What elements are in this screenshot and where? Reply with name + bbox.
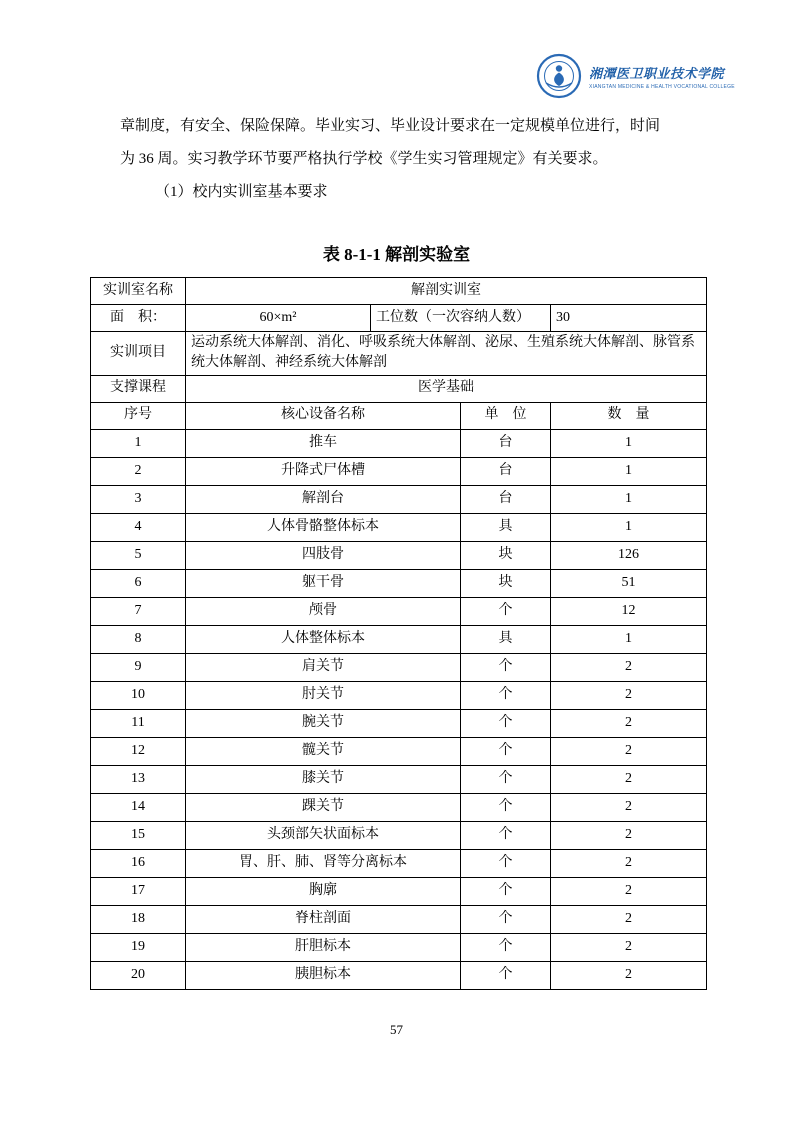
equipment-rows [91,429,707,989]
equipment-row [91,457,707,485]
serial-number-cell: 17 [91,877,186,905]
unit-cell: 个 [461,849,551,877]
quantity-cell: 2 [551,849,707,877]
serial-number-cell: 11 [91,709,186,737]
equipment-row [91,485,707,513]
equipment-row [91,905,707,933]
equipment-name-cell: 颅骨 [186,597,461,625]
quantity-cell: 1 [551,485,707,513]
unit-cell: 个 [461,793,551,821]
college-name-cn: 湘潭医卫职业技术学院 [589,65,725,81]
room-name-row [91,278,707,305]
header-serial-number: 序号 [91,402,186,429]
unit-cell: 个 [461,597,551,625]
room-name-value: 解剖实训室 [186,278,707,305]
quantity-cell: 2 [551,793,707,821]
unit-cell: 个 [461,709,551,737]
anatomy-lab-table [90,277,707,990]
quantity-cell: 2 [551,933,707,961]
area-label: 面 积： [91,305,186,332]
equipment-name-cell: 膝关节 [186,765,461,793]
equipment-name-cell: 推车 [186,429,461,457]
table-title: 表 8-1-1 解剖实验室 [322,245,471,264]
equipment-row [91,569,707,597]
equipment-name-cell: 胸廓 [186,877,461,905]
serial-number-cell: 1 [91,429,186,457]
equipment-name-cell: 踝关节 [186,793,461,821]
equipment-name-cell: 肘关节 [186,681,461,709]
equipment-row [91,933,707,961]
equipment-header-row [91,402,707,429]
serial-number-cell: 14 [91,793,186,821]
quantity-cell: 126 [551,541,707,569]
body-text [120,110,706,209]
college-emblem-icon [536,53,582,99]
quantity-cell: 12 [551,597,707,625]
quantity-cell: 2 [551,737,707,765]
serial-number-cell: 10 [91,681,186,709]
unit-cell: 台 [461,457,551,485]
serial-number-cell: 18 [91,905,186,933]
unit-cell: 台 [461,429,551,457]
equipment-name-cell: 躯干骨 [186,569,461,597]
equipment-name-cell: 解剖台 [186,485,461,513]
unit-cell: 个 [461,905,551,933]
equipment-row [91,429,707,457]
unit-cell: 个 [461,933,551,961]
info-rows [91,278,707,430]
serial-number-cell: 4 [91,513,186,541]
equipment-name-cell: 升降式尸体槽 [186,457,461,485]
unit-cell: 个 [461,877,551,905]
equipment-row [91,877,707,905]
serial-number-cell: 2 [91,457,186,485]
equipment-row [91,597,707,625]
equipment-name-cell: 人体骨骼整体标本 [186,513,461,541]
projects-label: 实训项目 [91,332,186,376]
equipment-row [91,793,707,821]
equipment-name-cell: 腕关节 [186,709,461,737]
unit-cell: 具 [461,625,551,653]
equipment-row [91,625,707,653]
quantity-cell: 51 [551,569,707,597]
courses-row [91,375,707,402]
serial-number-cell: 9 [91,653,186,681]
serial-number-cell: 13 [91,765,186,793]
unit-cell: 个 [461,765,551,793]
room-name-label: 实训室名称 [91,278,186,305]
serial-number-cell: 7 [91,597,186,625]
equipment-name-cell: 胰胆标本 [186,961,461,989]
courses-value: 医学基础 [186,375,707,402]
serial-number-cell: 8 [91,625,186,653]
equipment-row [91,513,707,541]
serial-number-cell: 12 [91,737,186,765]
equipment-name-cell: 人体整体标本 [186,625,461,653]
equipment-row [91,681,707,709]
page-number: 57 [390,1022,403,1037]
equipment-name-cell: 肝胆标本 [186,933,461,961]
serial-number-cell: 3 [91,485,186,513]
quantity-cell: 2 [551,681,707,709]
serial-number-cell: 15 [91,821,186,849]
equipment-row [91,765,707,793]
capacity-value: 30 [551,305,707,332]
equipment-row [91,849,707,877]
area-value: 60×m² [186,305,371,332]
equipment-name-cell: 肩关节 [186,653,461,681]
unit-cell: 块 [461,569,551,597]
serial-number-cell: 5 [91,541,186,569]
projects-value: 运动系统大体解剖、消化、呼吸系统大体解剖、泌尿、生殖系统大体解剖、脉管系统大体解剖、神经系统大体解剖 [186,332,707,376]
capacity-label: 工位数（一次容纳人数） [371,305,551,332]
equipment-name-cell: 四肢骨 [186,541,461,569]
paragraph-line-2: 为 36 周。实习教学环节要严格执行学校《学生实习管理规定》有关要求。 [120,151,608,167]
equipment-row [91,541,707,569]
unit-cell: 个 [461,681,551,709]
college-name-en: XIANGTAN MEDICINE & HEALTH VOCATIONAL COLLEGE [589,83,735,90]
quantity-cell: 2 [551,961,707,989]
equipment-name-cell: 脊柱剖面 [186,905,461,933]
unit-cell: 个 [461,821,551,849]
paragraph-line-1: 章制度，有安全、保险保障。毕业实习、毕业设计要求在一定规模单位进行，时间 [120,118,661,134]
unit-cell: 个 [461,737,551,765]
serial-number-cell: 20 [91,961,186,989]
header-quantity: 数 量 [551,402,707,429]
college-logo [536,53,735,99]
unit-cell: 具 [461,513,551,541]
quantity-cell: 1 [551,625,707,653]
quantity-cell: 1 [551,429,707,457]
equipment-row [91,961,707,989]
unit-cell: 个 [461,653,551,681]
quantity-cell: 2 [551,821,707,849]
serial-number-cell: 16 [91,849,186,877]
equipment-row [91,653,707,681]
quantity-cell: 1 [551,457,707,485]
quantity-cell: 2 [551,709,707,737]
equipment-name-cell: 髋关节 [186,737,461,765]
serial-number-cell: 6 [91,569,186,597]
unit-cell: 块 [461,541,551,569]
college-logo-text [589,63,735,90]
quantity-cell: 2 [551,905,707,933]
paragraph-line-3: （1）校内实训室基本要求 [155,184,328,200]
quantity-cell: 2 [551,765,707,793]
equipment-row [91,821,707,849]
header-unit: 单 位 [461,402,551,429]
quantity-cell: 1 [551,513,707,541]
courses-label: 支撑课程 [91,375,186,402]
equipment-row [91,709,707,737]
unit-cell: 台 [461,485,551,513]
projects-row [91,332,707,376]
equipment-name-cell: 头颈部矢状面标本 [186,821,461,849]
quantity-cell: 2 [551,877,707,905]
header-equipment-name: 核心设备名称 [186,402,461,429]
equipment-row [91,737,707,765]
quantity-cell: 2 [551,653,707,681]
unit-cell: 个 [461,961,551,989]
serial-number-cell: 19 [91,933,186,961]
area-row [91,305,707,332]
equipment-name-cell: 胃、肝、肺、肾等分离标本 [186,849,461,877]
